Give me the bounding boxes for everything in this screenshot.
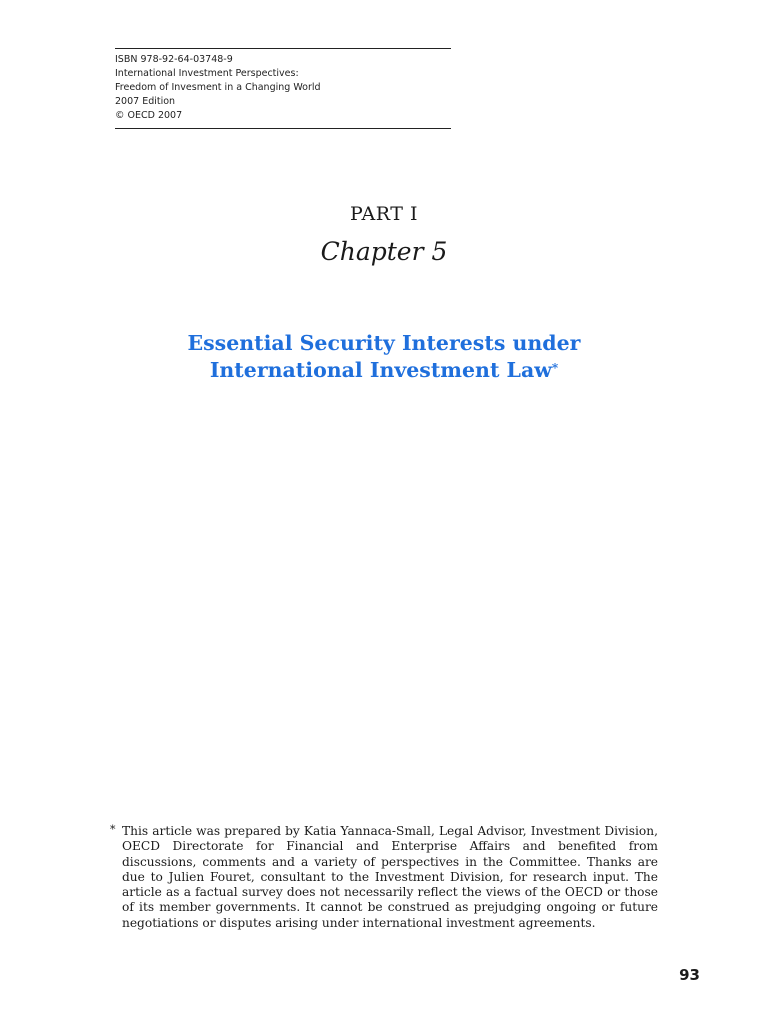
chapter-title-line-1: Essential Security Interests under bbox=[187, 331, 581, 355]
chapter-title-line-2: International Investment Law bbox=[209, 358, 552, 382]
footnote-marker: * bbox=[110, 823, 116, 836]
chapter-label: Chapter 5 bbox=[320, 237, 448, 266]
edition-line: 2007 Edition bbox=[115, 96, 176, 107]
series-title-line: International Investment Perspectives: bbox=[115, 68, 299, 79]
chapter-title bbox=[0, 330, 768, 384]
chapter-title-line-2-wrapper bbox=[0, 357, 768, 384]
part-label: PART I bbox=[350, 203, 418, 225]
publication-metadata bbox=[115, 48, 451, 129]
footnote bbox=[110, 824, 658, 931]
footnote-text: This article was prepared by Katia Yannaca-Small, Legal Advisor, Investment Division, OECD Directorate for Financial and Enterprise Affairs and benefited from discussions, comments and a variety of perspectives in the Committee. Thanks are due to Julien Fouret, consultant to the Investment Division, for research input. The article as a factual survey does not necessarily reflect the views of the OECD or those of its member governments. It cannot be construed as prejudging ongoing or future negotiations or disputes arising under international investment agreements. bbox=[122, 824, 658, 930]
page-number: 93 bbox=[679, 966, 700, 984]
book-title-line: Freedom of Invesment in a Changing World bbox=[115, 82, 321, 93]
copyright-line: © OECD 2007 bbox=[115, 110, 183, 121]
isbn-line: ISBN 978-92-64-03748-9 bbox=[115, 54, 233, 65]
footnote-reference-marker: * bbox=[551, 361, 559, 375]
